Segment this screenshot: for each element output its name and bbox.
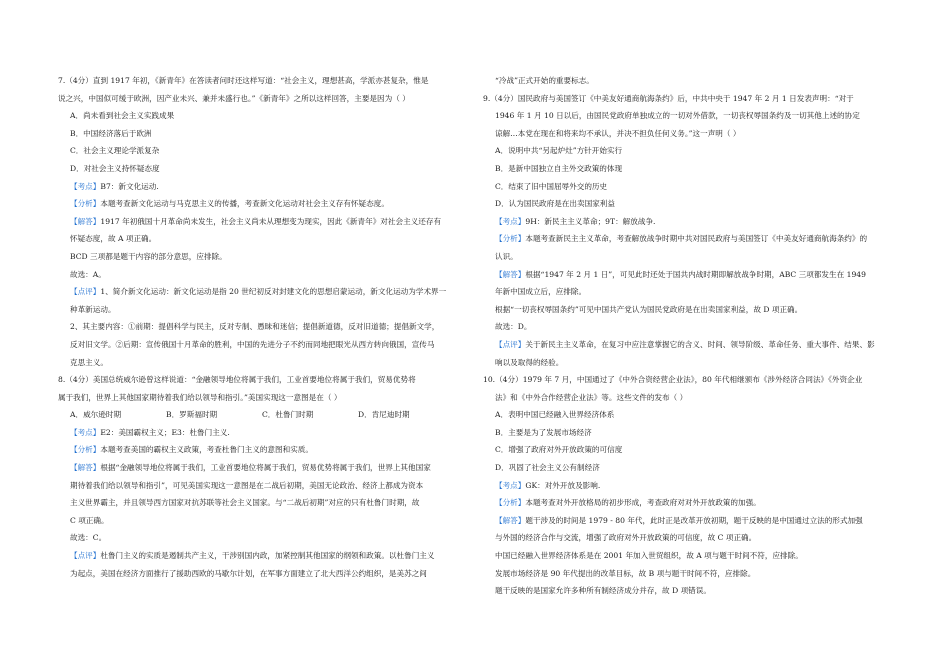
- q8-fenxi: [58, 441, 478, 459]
- q9-dianping-line-2: 响以及取得的经验。: [495, 357, 564, 367]
- fenxi-tag: 【分析】: [70, 445, 101, 455]
- question-10: [483, 371, 895, 600]
- kaodian-text: 9H：新民主主义革命；9T：解放战争.: [525, 216, 656, 226]
- q8-dianping: [58, 547, 478, 565]
- q8-answer: 故选：C。: [70, 533, 107, 543]
- kaodian-tag: 【考点】: [70, 181, 101, 191]
- q9-option-a: A．说明中共“另起炉灶”方针开始实行: [495, 146, 623, 156]
- question-8: [58, 371, 478, 582]
- kaodian-text: GK：对外开放及影响.: [525, 480, 601, 490]
- kaodian-tag: 【考点】: [495, 216, 526, 226]
- fenxi-text: 本题考查对外开放格局的初步形成，考查政府对对外开放政策的加强。: [525, 498, 761, 508]
- question-9: [483, 90, 895, 372]
- jieda-tag: 【解答】: [70, 216, 101, 226]
- q7-option-b: B．中国经济落后于欧洲: [70, 128, 152, 138]
- q8-option-c: C．杜鲁门时期: [262, 410, 314, 420]
- fenxi-tag: 【分析】: [495, 498, 526, 508]
- jieda-tag: 【解答】: [70, 463, 101, 473]
- question-7: [58, 72, 478, 371]
- q10-option-d: D．巩固了社会主义公有制经济: [495, 463, 600, 473]
- q8-jieda: [58, 459, 478, 477]
- dianping-text: 1、简介新文化运动：新文化运动是指 20 世纪初反对封建文化的思想启蒙运动，新文化运动为学术界一: [100, 287, 447, 297]
- q9-option-c: C．结束了旧中国屈辱外交的历史: [495, 181, 608, 191]
- dianping-text: 关于新民主主义革命，在复习中应注意掌握它的含义、时间、领导阶级、革命任务、重大事件、结果、影: [525, 339, 875, 349]
- q10-jieda-line-3: 中国已经融入世界经济体系是在 2001 年加入世贸组织，故 A 项与题干时间不符，应排除。: [495, 551, 803, 561]
- kaodian-text: B7：新文化运动.: [100, 181, 159, 191]
- q10-option-b: B．主要是为了发展市场经济: [495, 427, 592, 437]
- fenxi-text: 本题考查美国的霸权主义政策，考查杜鲁门主义的意图和实质。: [100, 445, 313, 455]
- jieda-text: 根据“1947 年 2 月 1 日”，可见此时还处于国共内战时期即解放战争时期，ABC 三项都发生在 1949: [525, 269, 866, 279]
- q9-answer: 故选：D。: [495, 322, 532, 332]
- q10-stem-line-1: 10.（4分）1979 年 7 月，中国通过了《中外合资经营企业法》，80 年代相继颁布《涉外经济合同法》《外资企业: [483, 375, 863, 385]
- jieda-text: 根据“金融领导地位将属于我们，工业首要地位将属于我们，贸易优势将属于我们，世界上其他国家: [100, 463, 431, 473]
- q8-dianping-line-2: 为起点，美国在经济方面推行了援助西欧的马歇尔计划，在军事方面建立了北大西洋公约组织，是美苏之间: [70, 568, 427, 578]
- q7-dianping: [58, 283, 478, 301]
- q9-fenxi: [483, 230, 895, 248]
- fenxi-text: 本题考查新民主主义革命，考查解放战争时期中共对国民政府与美国签订《中美友好通商航海条约》的: [525, 234, 868, 244]
- q7-answer: 故选：A。: [70, 269, 106, 279]
- q8-option-d: D．肯尼迪时期: [358, 410, 410, 420]
- jieda-text: 题干涉及的时间是 1979 - 80 年代，此时正是改革开放初期，题干反映的是中国通过立法的形式加强: [525, 515, 863, 525]
- fenxi-tag: 【分析】: [70, 199, 101, 209]
- q7-option-a: A．尚未看到社会主义实践成果: [70, 111, 175, 121]
- q9-jieda-line-2: 年新中国成立后，应排除。: [495, 287, 587, 297]
- q9-option-d: D．认为国民政府是在出卖国家利益: [495, 199, 615, 209]
- q9-jieda-line-3: 根据“一切丧权辱国条约”可见中国共产党认为国民党政府是在出卖国家利益，故 D 项正确。: [495, 304, 803, 314]
- dianping-text: 杜鲁门主义的实质是遏制共产主义，干涉别国内政，加紧控制其他国家的纲领和政策。以杜鲁门主义: [100, 551, 435, 561]
- q9-option-b: B．是新中国独立自主外交政策的体现: [495, 163, 623, 173]
- fenxi-text: 本题考查新文化运动与马克思主义的传播，考查新文化运动对社会主义存有怀疑态度。: [100, 199, 389, 209]
- q7-dianping-line-2: 种革新运动。: [70, 304, 116, 314]
- q7-jieda-line-2: 怀疑态度，故 A 项正确。: [70, 234, 157, 244]
- q8-stem-line-1: 8.（4分）美国总统威尔逊曾这样说道：“金融领导地位将属于我们，工业首要地位将属于我们，贸易优势将: [58, 375, 416, 385]
- q9-fenxi-line-2: 认识。: [495, 251, 518, 261]
- q8-kaodian: [58, 424, 478, 442]
- jieda-tag: 【解答】: [495, 269, 526, 279]
- q7-stem-line-2: 说之兴，中国似可缓于欧洲，因产业未兴、兼并未盛行也。”《新青年》之所以这样回答，主要是因为（ ）: [58, 93, 410, 103]
- q8-option-b: B．罗斯福时期: [166, 410, 218, 420]
- q9-stem-line-2: 1946 年 1 月 10 日以后，由国民党政府单独成立的一切对外借款，一切丧权辱国条约及一切其他上述的协定: [495, 111, 860, 121]
- fenxi-tag: 【分析】: [495, 234, 526, 244]
- q8-options: [58, 406, 478, 424]
- left-column: [58, 72, 478, 582]
- q7-jieda: [58, 213, 478, 231]
- q7-dianping-line-4: 反对旧文学。②后期：宣传俄国十月革命的胜利，中国的先进分子不约而同地把眼光从西方转向俄国，宣传马: [70, 339, 435, 349]
- q8-jieda-line-3: 主义世界霸主，并且领导西方国家对抗苏联等社会主义国家。与“二战后初期”对应的只有杜鲁门时期，故: [70, 498, 420, 508]
- q7-fenxi: [58, 195, 478, 213]
- q10-jieda-line-5: 题干反映的是国家允许多种所有制经济成分并存，故 D 项错误。: [495, 586, 711, 596]
- q7-dianping-line-5: 克思主义。: [70, 357, 108, 367]
- right-column: [483, 72, 895, 600]
- q10-stem-line-2: 法》和《中外合作经营企业法》等。这些文件的发布（ ）: [495, 392, 688, 402]
- kaodian-text: E2：美国霸权主义；E3：杜鲁门主义.: [100, 427, 230, 437]
- q10-kaodian: [483, 477, 895, 495]
- q9-kaodian: [483, 213, 895, 231]
- q10-jieda-line-2: 与外国的经济合作与交流，增强了政府对外开放政策的可信度，故 C 项正确。: [495, 533, 757, 543]
- jieda-tag: 【解答】: [495, 515, 526, 525]
- q9-stem-line-1: 9.（4分）国民政府与美国签订《中美友好通商航海条约》后，中共中央于 1947 年 2 月 1 日发表声明：“对于: [483, 93, 854, 103]
- q8-jieda-line-2: 期待着我们给以领导和指引”，可见美国实现这一意图是在二战后初期，美国无论政治、经济上都成为资本: [70, 480, 424, 490]
- kaodian-tag: 【考点】: [495, 480, 526, 490]
- q8-dianping-continued: “冷战”正式开始的重要标志。: [495, 76, 594, 85]
- q10-jieda: [483, 512, 895, 530]
- q8-option-a: A．威尔逊时期: [70, 410, 122, 420]
- q10-option-a: A．表明中国已经融入世界经济体系: [495, 410, 615, 420]
- q7-jieda-line-3: BCD 三项都是题干内容的部分意思，应排除。: [70, 251, 227, 261]
- dianping-tag: 【点评】: [70, 287, 101, 297]
- q7-stem-line-1: 7.（4分）直到 1917 年初，《新青年》在答读者问时还这样写道：“社会主义，理想甚高，学派亦甚复杂，惟是: [58, 76, 429, 85]
- q10-fenxi: [483, 494, 895, 512]
- q7-option-c: C．社会主义理论学派复杂: [70, 146, 160, 156]
- q9-stem-line-3: 谅解…本党在现在和将来均不承认，并决不担负任何义务。”这一声明（ ）: [495, 128, 741, 138]
- q8-jieda-line-4: C 项正确。: [70, 515, 109, 525]
- q7-kaodian: [58, 178, 478, 196]
- dianping-tag: 【点评】: [495, 339, 526, 349]
- dianping-tag: 【点评】: [70, 551, 101, 561]
- q10-jieda-line-4: 发展市场经济是 90 年代提出的改革目标，故 B 项与题干时间不符，应排除。: [495, 568, 756, 578]
- jieda-text: 1917 年初俄国十月革命尚未发生，社会主义尚未从理想变为现实，因此《新青年》对社会主义还存有: [100, 216, 442, 226]
- q8-stem-line-2: 属于我们，世界上其他国家期待着我们给以领导和指引。”美国实现这一意图是在（ ）: [58, 392, 342, 402]
- q9-jieda: [483, 266, 895, 284]
- kaodian-tag: 【考点】: [70, 427, 101, 437]
- q7-dianping-line-3: 2、其主要内容：①前期：提倡科学与民主，反对专制、愚昧和迷信；提倡新道德，反对旧道德；提倡新文学，: [70, 322, 440, 332]
- q10-option-c: C．增强了政府对外开放政策的可信度: [495, 445, 623, 455]
- q7-option-d: D．对社会主义持怀疑态度: [70, 163, 160, 173]
- q9-dianping: [483, 336, 895, 354]
